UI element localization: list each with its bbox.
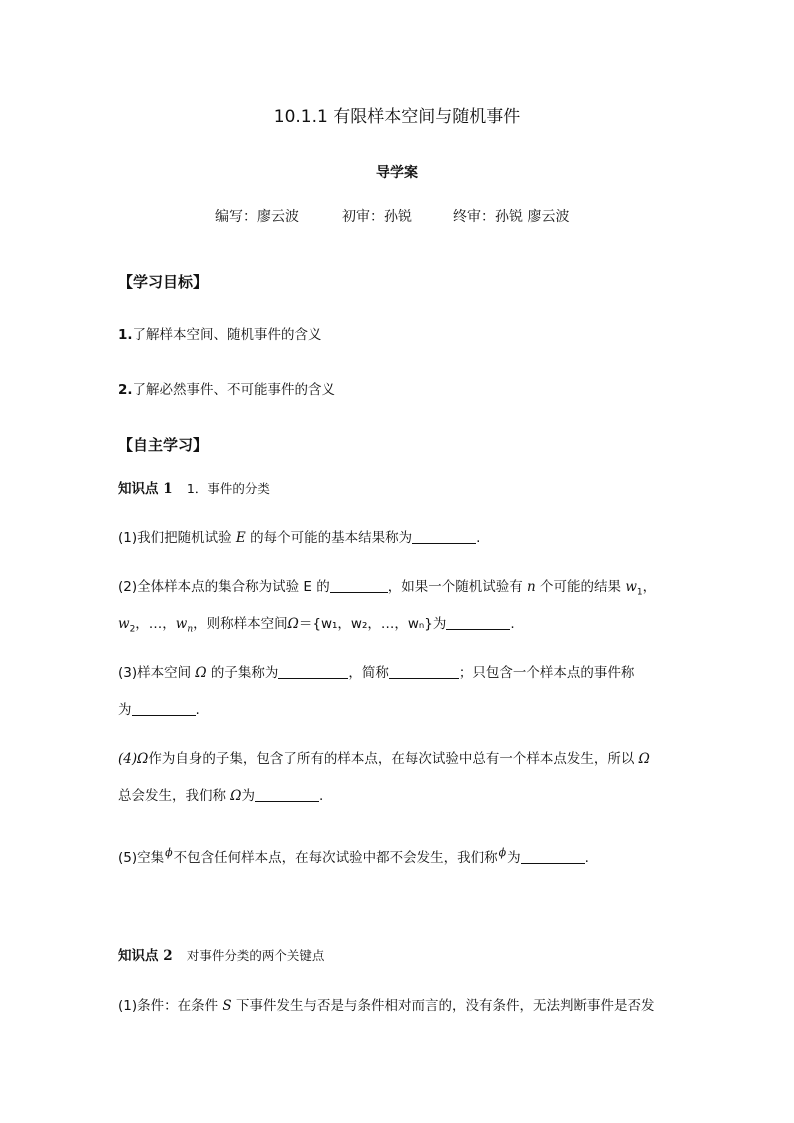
fill-in-blank[interactable] [521, 849, 585, 864]
kp1-item-4-line-2: 总会发生，我们称 Ω为 . [118, 788, 324, 804]
fill-in-blank[interactable] [412, 529, 476, 544]
page-subtitle: 导学案 [376, 165, 418, 181]
fill-in-blank[interactable] [446, 615, 510, 630]
final-reviewer: 终审：孙锐 廖云波 [453, 209, 570, 225]
kp1-item-1: (1)我们把随机试验 E 的每个可能的基本结果称为 . [118, 530, 481, 546]
author: 编写：廖云波 [215, 209, 299, 225]
empty-set-symbol: ϕ [498, 846, 507, 859]
kp1-item-2-line-1: (2)全体样本点的集合称为试验 E 的 ，如果一个随机试验有 n 个可能的结果 $w_1$， [118, 579, 657, 598]
page-title: 10.1.1 有限样本空间与随机事件 [273, 107, 521, 127]
goal-text: 了解样本空间、随机事件的含义 [132, 327, 322, 343]
kp1-item-5: (5)空集ϕ不包含任何样本点，在每次试验中都不会发生，我们称ϕ为 . [118, 843, 589, 868]
goal-number: 1. [118, 327, 133, 343]
knowledge-point-title: 对事件分类的两个关键点 [186, 948, 325, 963]
knowledge-point-2-heading [118, 946, 324, 966]
goal-item-1 [118, 325, 322, 345]
knowledge-point-label: 知识点 1 [118, 481, 173, 497]
goal-text: 了解必然事件、不可能事件的含义 [132, 382, 336, 398]
fill-in-blank[interactable] [278, 664, 348, 679]
author-line [0, 206, 794, 226]
knowledge-point-title: 1．事件的分类 [186, 481, 270, 496]
kp1-item-3-line-1: (3)样本空间 Ω 的子集称为 ，简称 ；只包含一个样本点的事件称 [118, 665, 635, 681]
empty-set-symbol: ϕ [165, 846, 173, 859]
fill-in-blank[interactable] [389, 664, 459, 679]
kp1-item-4-line-1: (4)Ω作为自身的子集，包含了所有的样本点，在每次试验中总有一个样本点发生，所以 Ω [118, 751, 650, 767]
section-heading-goals: 【学习目标】 [118, 273, 209, 291]
fill-in-blank[interactable] [330, 578, 388, 593]
goal-number: 2. [118, 382, 133, 398]
kp1-item-3-line-2: 为 . [118, 702, 200, 718]
knowledge-point-label: 知识点 2 [118, 948, 173, 964]
kp1-item-2-line-2: $w_2$，…，$w_n$，则称样本空间Ω＝{w₁，w₂，…，wₙ}为 . [118, 616, 515, 635]
fill-in-blank[interactable] [132, 701, 196, 716]
goal-item-2 [118, 380, 335, 400]
section-heading-self-study: 【自主学习】 [118, 436, 209, 454]
kp2-item-1: (1)条件：在条件 S 下事件发生与否是与条件相对而言的，没有条件，无法判断事件是否发 [118, 998, 655, 1014]
fill-in-blank[interactable] [255, 787, 319, 802]
first-reviewer: 初审：孙锐 [342, 209, 412, 225]
knowledge-point-1-heading [118, 479, 270, 499]
